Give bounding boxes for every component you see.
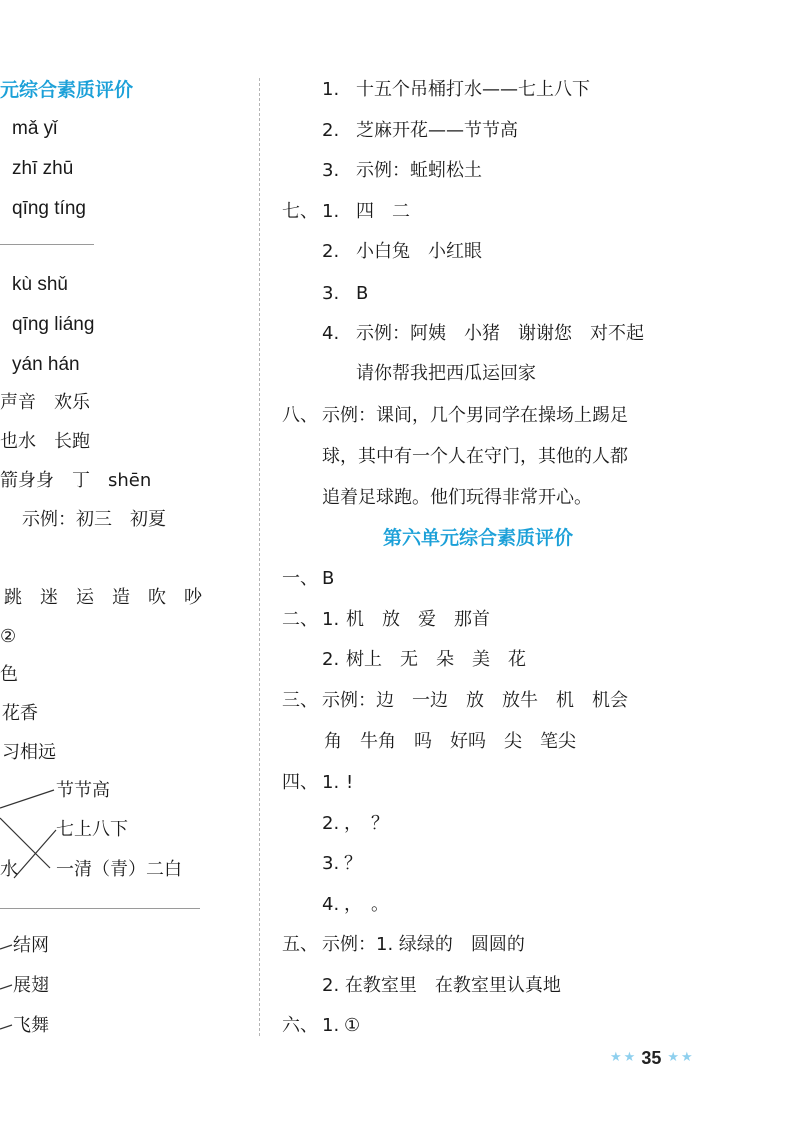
- star-icon: ★: [667, 1050, 679, 1065]
- page-footer: [610, 1046, 710, 1070]
- match-item: 节节高: [56, 780, 110, 801]
- answer-text: 示例：边 一边 放 放牛 机 机会: [322, 690, 628, 711]
- answer-text: B: [356, 283, 369, 304]
- star-icon: ★: [681, 1050, 693, 1065]
- star-icon: ★: [610, 1050, 622, 1065]
- item-number: 1.: [322, 201, 340, 222]
- answer-text: 机 放 爱 那首: [346, 609, 490, 630]
- answer-text: 示例：蚯蚓松土: [356, 160, 482, 181]
- section-label: 六、: [282, 1015, 318, 1036]
- word-item: 飞舞: [13, 1015, 49, 1036]
- answer-text: !: [346, 772, 354, 793]
- unit-six-heading: 第六单元综合素质评价: [383, 527, 574, 549]
- column-separator: [259, 78, 260, 1036]
- answer-text: 芝麻开花——节节高: [356, 120, 518, 141]
- section-label: 一、: [282, 568, 318, 589]
- section-label: 三、: [282, 690, 318, 711]
- answer-line: 也水 长跑: [0, 431, 90, 452]
- item-number: 3.: [322, 160, 340, 181]
- answer-text: ？: [344, 853, 362, 874]
- match-item: 一清（青）二白: [56, 859, 182, 880]
- answer-text: 示例：课间，几个男同学在操场上踢足: [322, 405, 628, 426]
- answer-text: ， ？: [344, 813, 389, 834]
- pinyin-answer: mǎ yǐ: [12, 118, 58, 139]
- left-section-heading: 元综合素质评价: [0, 79, 134, 101]
- answer-line: 花香: [2, 703, 38, 724]
- star-icon: ★: [623, 1050, 636, 1065]
- item-number: 2.: [322, 813, 340, 834]
- answer-text: 示例：1. 绿绿的 圆圆的: [322, 934, 525, 955]
- answer-line: ②: [0, 626, 17, 647]
- answer-text: 角 牛角 吗 好吗 尖 笔尖: [324, 731, 576, 752]
- item-number: 1.: [322, 609, 340, 630]
- section-label: 四、: [282, 772, 318, 793]
- item-number: 4.: [322, 894, 340, 915]
- answer-text: 2. 在教室里 在教室里认真地: [322, 975, 561, 996]
- answer-text: 小白兔 小红眼: [356, 241, 482, 262]
- answer-text: 追着足球跑。他们玩得非常开心。: [322, 487, 592, 508]
- answer-line: 箭身身 丁 shēn: [0, 470, 152, 491]
- item-number: 3.: [322, 283, 340, 304]
- answer-text: B: [322, 568, 335, 589]
- section-label: 八、: [282, 405, 318, 426]
- answer-line: 习相远: [2, 742, 56, 763]
- section-divider: [0, 908, 200, 909]
- item-number: 1.: [322, 1015, 340, 1036]
- answer-text: 示例：阿姨 小猪 谢谢您 对不起: [356, 323, 644, 344]
- section-label: 二、: [282, 609, 318, 630]
- section-divider: [0, 244, 94, 245]
- word-item: 展翅: [13, 975, 49, 996]
- answer-text: 树上 无 朵 美 花: [346, 649, 526, 670]
- item-number: 2.: [322, 120, 340, 141]
- word-item: 结网: [13, 935, 49, 956]
- match-item: 七上八下: [56, 819, 128, 840]
- pinyin-answer: zhī zhū: [12, 158, 74, 179]
- connector-lines: [0, 935, 14, 1055]
- item-number: 3.: [322, 853, 340, 874]
- item-number: 2.: [322, 649, 340, 670]
- answer-line: 示例：初三 初夏: [22, 509, 166, 530]
- answer-text: 四 二: [356, 201, 410, 222]
- answer-text: 球，其中有一个人在守门，其他的人都: [322, 446, 628, 467]
- answer-text: 十五个吊桶打水——七上八下: [356, 79, 590, 100]
- item-number: 1.: [322, 79, 340, 100]
- pinyin-answer: kù shǔ: [12, 274, 68, 295]
- item-number: 1.: [322, 772, 340, 793]
- pinyin-answer: qīng tíng: [12, 198, 86, 219]
- answer-line: 跳 迷 运 造 吹 吵: [4, 587, 202, 608]
- pinyin-answer: yán hán: [12, 354, 80, 375]
- match-left-item: 水: [0, 859, 18, 880]
- answer-text: 请你帮我把西瓜运回家: [356, 363, 536, 384]
- item-number: 4.: [322, 323, 340, 344]
- answer-line: 声音 欢乐: [0, 392, 90, 413]
- answer-text: ①: [344, 1015, 361, 1036]
- section-label: 七、: [282, 201, 318, 222]
- section-label: 五、: [282, 934, 318, 955]
- answer-line: 色: [0, 664, 18, 685]
- page-number: 35: [641, 1048, 662, 1068]
- pinyin-answer: qīng liáng: [12, 314, 95, 335]
- answer-text: ， 。: [344, 894, 389, 915]
- item-number: 2.: [322, 241, 340, 262]
